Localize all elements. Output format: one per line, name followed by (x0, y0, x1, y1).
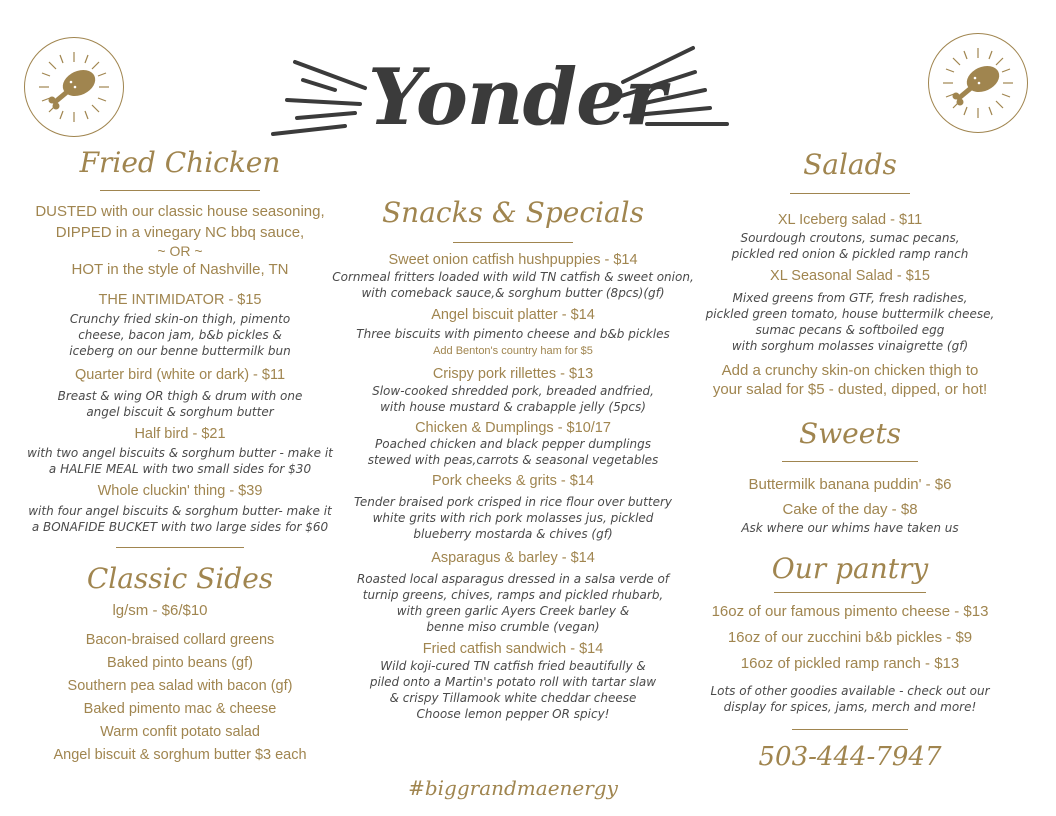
side-item: Southern pea salad with bacon (gf) (67, 678, 293, 694)
item-desc: Poached chicken and black pepper dumplings stewed with peas,carrots & seasonal vegetables (367, 437, 659, 467)
side-item: Baked pimento mac & cheese (83, 701, 277, 717)
item-desc: Wild koji-cured TN catfish fried beautifully & piled onto a Martin's potato roll with tartar slaw & crispy Tillamook white cheddar cheese Choose lemon pepper OR spicy! (369, 659, 657, 721)
side-item: Angel biscuit & sorghum butter $3 each (53, 747, 307, 763)
sweets-title: Sweets (799, 417, 901, 450)
item-note: Add Benton's country ham for $5 (433, 345, 593, 357)
menu-item (308, 473, 718, 542)
title-rule (782, 461, 918, 462)
item-name: Buttermilk banana puddin' - $6 (748, 476, 952, 493)
item-name: THE INTIMIDATOR - $15 (98, 292, 262, 308)
item-name: Angel biscuit platter - $14 (431, 307, 595, 323)
menu-item (690, 212, 1010, 262)
item-name: Half bird - $21 (134, 426, 226, 442)
menu-item (690, 268, 1010, 354)
item-desc: Tender braised pork crisped in rice flour over buttery white grits with rich pork molasses jus, pickled blueberry mostarda & chives (gf) (354, 495, 672, 541)
menu-item (10, 367, 350, 420)
phone-number: 503-444-7947 (758, 742, 942, 772)
item-name: Sweet onion catfish hushpuppies - $14 (388, 252, 638, 268)
item-name: Cake of the day - $8 (782, 501, 918, 518)
item-name: Whole cluckin' thing - $39 (97, 483, 263, 499)
menu-item (308, 420, 718, 468)
chicken-leg-medallion-left (24, 37, 124, 137)
menu-item (308, 252, 718, 301)
menu-item (10, 483, 350, 535)
brand-logo: Yonder (368, 52, 665, 143)
menu-item (308, 641, 718, 722)
item-name: Asparagus & barley - $14 (431, 550, 595, 566)
pantry-note: Lots of other goodies available - check out our display for spices, jams, merch and more! (710, 684, 990, 714)
salads-title: Salads (803, 148, 897, 181)
chicken-leg-icon (25, 38, 123, 136)
pantry-list (690, 599, 1010, 677)
classic-sides-title: Classic Sides (86, 562, 274, 595)
item-name: Pork cheeks & grits - $14 (432, 473, 594, 489)
title-rule (100, 190, 260, 191)
hashtag: #biggrandmaenergy (408, 776, 618, 800)
side-item: Baked pinto beans (gf) (107, 655, 253, 671)
title-rule (453, 242, 573, 243)
pantry-item: 16oz of our zucchini b&b pickles - $9 (727, 629, 973, 646)
item-desc: Cornmeal fritters loaded with wild TN catfish & sweet onion, with comeback sauce,& sorghum butter (8pcs)(gf) (332, 270, 694, 300)
item-name: XL Seasonal Salad - $15 (770, 268, 930, 284)
style-line: DUSTED with our classic house seasoning, (35, 203, 325, 220)
chicken-styles (10, 201, 350, 280)
pantry-title: Our pantry (771, 552, 929, 585)
item-desc: Crunchy fried skin-on thigh, pimento cheese, bacon jam, b&b pickles & iceberg on our benne buttermilk bun (69, 312, 291, 358)
style-line: DIPPED in a vinegary NC bbq sauce, (55, 224, 305, 241)
title-rule (774, 592, 926, 593)
item-name: Fried catfish sandwich - $14 (422, 641, 604, 657)
pantry-item: 16oz of our famous pimento cheese - $13 (711, 603, 989, 620)
item-desc: Ask where our whims have taken us (741, 521, 959, 535)
menu-item (308, 307, 718, 357)
item-desc: Three biscuits with pimento cheese and b&b pickles (356, 327, 670, 341)
chicken-leg-icon (929, 34, 1027, 132)
style-line: ~ OR ~ (157, 243, 203, 259)
fried-chicken-title: Fried Chicken (79, 146, 281, 179)
side-item: Bacon-braised collard greens (85, 632, 275, 648)
salad-addon: Add a crunchy skin-on chicken thigh to your salad for $5 - dusted, dipped, or hot! (712, 362, 988, 398)
item-desc: Breast & wing OR thigh & drum with one angel biscuit & sorghum butter (57, 389, 303, 419)
menu-item (308, 366, 718, 415)
section-rule (116, 547, 244, 548)
title-rule (790, 193, 910, 194)
item-desc: Roasted local asparagus dressed in a salsa verde of turnip greens, chives, ramps and pickled rhubarb, with green garlic Ayers Creek barley & benne miso crumble (vegan) (356, 572, 670, 634)
snacks-title: Snacks & Specials (382, 196, 644, 229)
sides-list (10, 629, 350, 767)
pantry-item: 16oz of pickled ramp ranch - $13 (740, 655, 960, 672)
item-desc: Slow-cooked shredded pork, breaded andfried, with house mustard & crabapple jelly (5pcs) (372, 384, 654, 414)
chicken-leg-medallion-right (928, 33, 1028, 133)
style-line: HOT in the style of Nashville, TN (71, 261, 289, 278)
item-desc: with four angel biscuits & sorghum butter- make it a BONAFIDE BUCKET with two large sides for $60 (28, 504, 332, 534)
item-desc: Mixed greens from GTF, fresh radishes, pickled green tomato, house buttermilk cheese, sumac pecans & softboiled egg with sorghum molasses vinaigrette (gf) (705, 291, 995, 353)
menu-item (10, 426, 350, 477)
item-name: Chicken & Dumplings - $10/17 (415, 420, 611, 436)
item-desc: Sourdough croutons, sumac pecans, pickled red onion & pickled ramp ranch (731, 231, 969, 261)
item-desc: with two angel biscuits & sorghum butter - make it a HALFIE MEAL with two small sides for $30 (27, 446, 333, 476)
item-name: Crispy pork rillettes - $13 (432, 366, 594, 382)
section-rule (792, 729, 908, 730)
side-item: Warm confit potato salad (100, 724, 260, 740)
item-name: Quarter bird (white or dark) - $11 (74, 367, 286, 383)
sides-price: lg/sm - $6/$10 (112, 602, 208, 619)
menu-item (308, 550, 718, 635)
menu-item (10, 292, 350, 359)
item-name: XL Iceberg salad - $11 (777, 212, 923, 228)
